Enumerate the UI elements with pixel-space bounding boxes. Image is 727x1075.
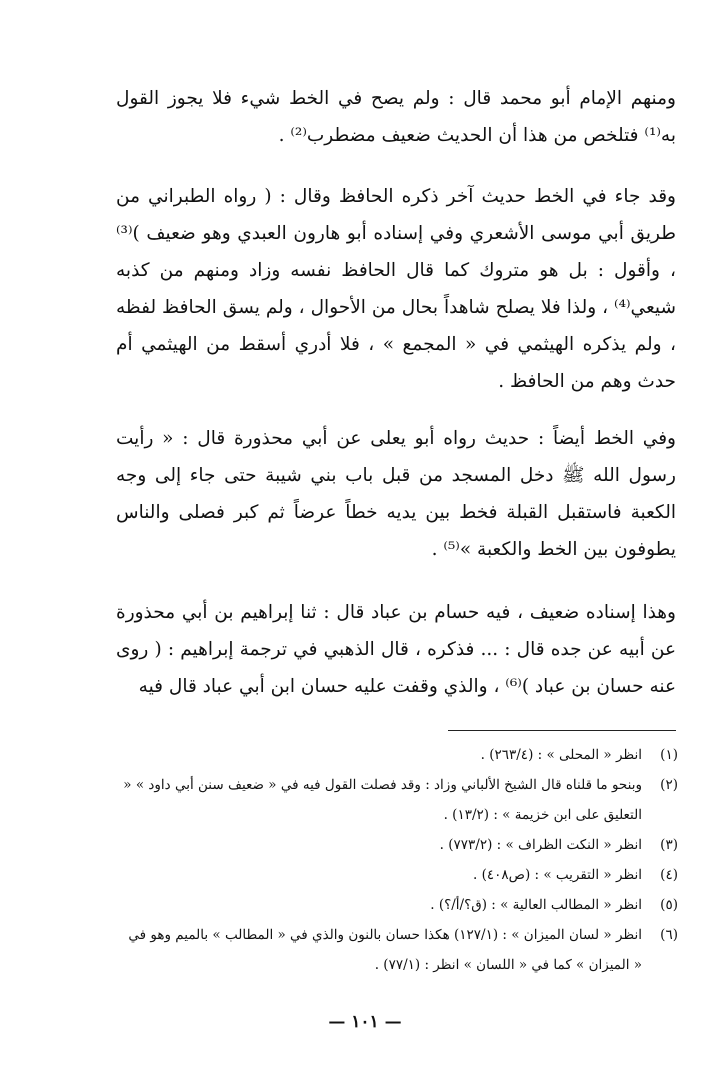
- footnote-4: [116, 860, 678, 890]
- footnote-number: (٢): [660, 777, 678, 793]
- footnote-text: انظر « النكت الظراف » : (٧٧٣/٢) .: [439, 837, 642, 853]
- footnote-text: انظر « التقريب » : (ص٤٠٨) .: [473, 867, 642, 883]
- paragraph-2: وقد جاء في الخط حديث آخر ذكره الحافظ وقال : ( رواه الطبراني من طريق أبي موسى الأشعري وفي إسناده أبو هارون العبدي وهو ضعيف )⁽³⁾ ، وأقول : بل هو متروك كما قال الحافظ نفسه وزاد ومنهم من كذبه شيعي⁽⁴⁾ ، ولذا فلا يصلح شاهداً بحال من الأحوال ، ولم يسق الحافظ لفظه ، ولم يذكره الهيثمي في « المجمع » ، فلا أدري أسقط من الهيثمي أم حدث وهم من الحافظ .: [116, 186, 676, 392]
- footnote-number: (٤): [660, 867, 678, 883]
- footnote-text: وبنحو ما قلناه قال الشيخ الألباني وزاد : وقد فصلت القول فيه في « ضعيف سنن أبي داود » « التعليق على ابن خزيمة » : (١٣/٢) .: [123, 777, 642, 823]
- footnote-number: (٥): [660, 897, 678, 913]
- footnotes: [116, 740, 678, 980]
- paragraph-4: وهذا إسناده ضعيف ، فيه حسام بن عباد قال : ثنا إبراهيم بن أبي محذورة عن أبيه عن جده قال : ... فذكره ، قال الذهبي في ترجمة إبراهيم : ( روى عنه حسان بن عباد )⁽⁶⁾ ، والذي وقفت عليه حسان ابن أبي عباد قال فيه: [116, 602, 676, 697]
- paragraph-1: ومنهم الإمام أبو محمد قال : ولم يصح في الخط شيء فلا يجوز القول به⁽¹⁾ فتلخص من هذا أن الحديث ضعيف مضطرب⁽²⁾ .: [116, 88, 676, 146]
- paragraph-3: وفي الخط أيضاً : حديث رواه أبو يعلى عن أبي محذورة قال : « رأيت رسول الله ﷺ دخل المسجد من قبل باب بني شيبة حتى جاء إلى وجه الكعبة فاستقبل القبلة فخط بين يديه خطاً عرضاً ثم كبر فصلى والناس يطوفون بين الخط والكعبة »⁽⁵⁾ .: [116, 428, 676, 560]
- footnote-text: انظر « لسان الميزان » : (١٢٧/١) هكذا حسان بالنون والذي في « المطالب » بالميم وهو في « الميزان » كما في « اللسان » انظر : (٧٧/١) .: [128, 927, 642, 973]
- footnote-number: (١): [660, 747, 678, 763]
- footnote-number: (٦): [660, 927, 678, 943]
- footnote-2: [116, 770, 678, 830]
- footnote-3: [116, 830, 678, 860]
- footnote-1: [116, 740, 678, 770]
- footnote-6: [116, 920, 678, 980]
- footnote-text: انظر « المحلى » : (٢٦٣/٤) .: [480, 747, 642, 763]
- footnote-5: [116, 890, 678, 920]
- footnote-text: انظر « المطالب العالية » : (ق؟/أ/؟) .: [430, 897, 642, 913]
- footnote-separator: [448, 730, 676, 731]
- footnote-number: (٣): [660, 837, 678, 853]
- page-number: — ١٠١ —: [328, 1012, 402, 1032]
